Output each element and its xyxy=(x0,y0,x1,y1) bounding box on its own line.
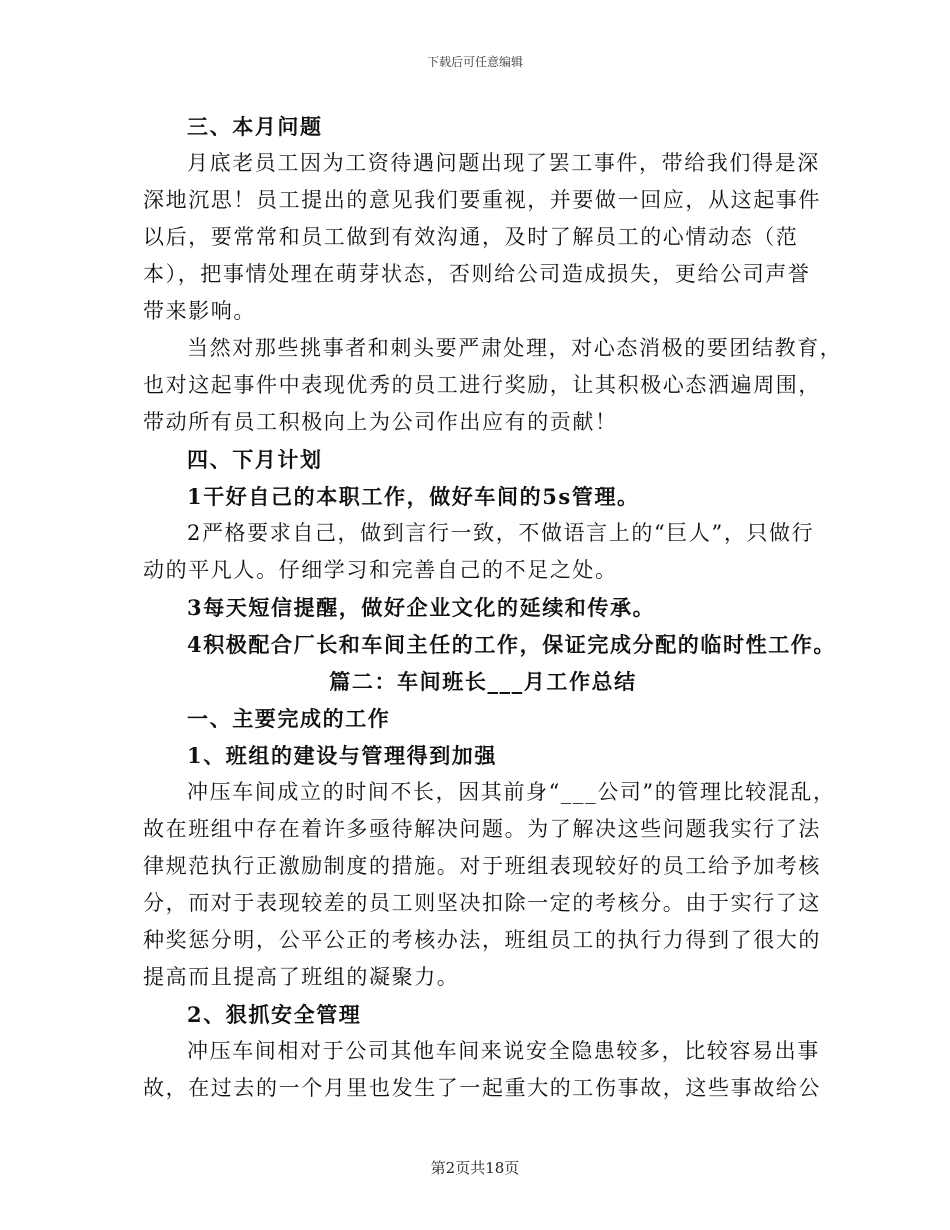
heading-line: 1、班组的建设与管理得到加强 xyxy=(187,743,498,768)
paragraph-line: 以后，要常常和员工做到有效沟通，及时了解员工的心情动态（范 xyxy=(143,225,799,249)
paragraph-line: 也对这起事件中表现优秀的员工进行奖励，让其积极心态洒遍周围， xyxy=(143,373,821,397)
heading-line: 4积极配合厂长和车间主任的工作，保证完成分配的临时性工作。 xyxy=(187,632,837,657)
document-body xyxy=(143,108,843,1107)
paragraph-line: 2严格要求自己，做到言行一致，不做语言上的“巨人”，只做行 xyxy=(187,521,815,545)
page-footer: 第2页共18页 xyxy=(430,1159,520,1177)
paragraph-line: 本），把事情处理在萌芽状态，否则给公司造成损失，更给公司声誉 xyxy=(143,262,811,286)
paragraph-line: 带来影响。 xyxy=(143,299,256,323)
heading-line: 四、下月计划 xyxy=(187,447,323,472)
paragraph-line: 带动所有员工积极向上为公司作出应有的贡献！ xyxy=(143,410,618,434)
heading-line: 一、主要完成的工作 xyxy=(187,706,391,731)
paragraph-line: 提高而且提高了班组的凝聚力。 xyxy=(143,965,460,989)
heading-line: 2、狠抓安全管理 xyxy=(187,1002,362,1027)
paragraph-line: 律规范执行正激励制度的措施。对于班组表现较好的员工给予加考核 xyxy=(143,854,821,878)
paragraph-line: 种奖惩分明，公平公正的考核办法，班组员工的执行力得到了很大的 xyxy=(143,928,821,952)
paragraph-line: 故，在过去的一个月里也发生了一起重大的工伤事故，这些事故给公 xyxy=(143,1076,821,1100)
heading-line: 1干好自己的本职工作，做好车间的5s管理。 xyxy=(187,484,640,509)
page-header: 下载后可任意编辑 xyxy=(426,55,523,69)
heading-line: 三、本月问题 xyxy=(187,114,323,139)
paragraph-line: 月底老员工因为工资待遇问题出现了罢工事件，带给我们得是深 xyxy=(187,151,820,175)
paragraph-line: 故在班组中存在着许多亟待解决问题。为了解决这些问题我实行了法 xyxy=(143,817,821,841)
paragraph-line: 冲压车间相对于公司其他车间来说安全隐患较多，比较容易出事 xyxy=(187,1039,820,1063)
paragraph-line: 冲压车间成立的时间不长，因其前身“___公司”的管理比较混乱， xyxy=(187,780,836,804)
section-title: 篇二：车间班长___月工作总结 xyxy=(329,669,637,694)
paragraph-line: 当然对那些挑事者和刺头要严肃处理，对心态消极的要团结教育， xyxy=(187,336,843,360)
heading-line: 3每天短信提醒，做好企业文化的延续和传承。 xyxy=(187,595,656,620)
paragraph-line: 动的平凡人。仔细学习和完善自己的不足之处。 xyxy=(143,558,618,582)
paragraph-line: 分，而对于表现较差的员工则坚决扣除一定的考核分。由于实行了这 xyxy=(143,891,821,915)
paragraph-line: 深地沉思！员工提出的意见我们要重视，并要做一回应，从这起事件 xyxy=(143,188,821,212)
